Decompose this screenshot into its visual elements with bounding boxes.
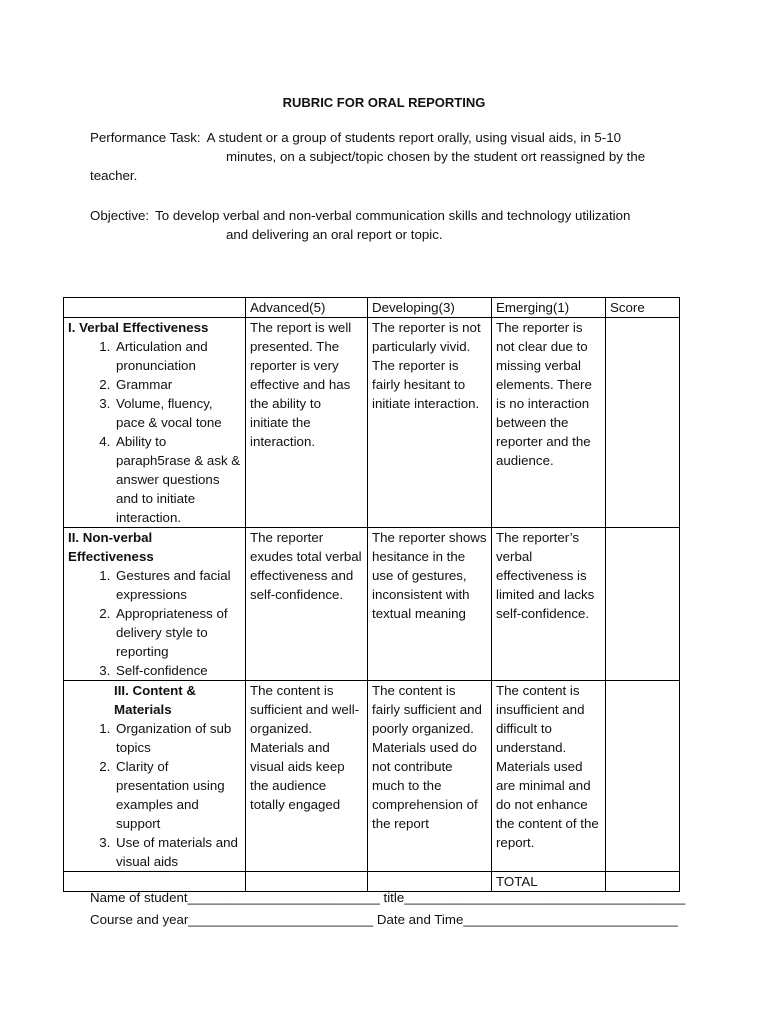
criterion-item: 3. Volume, fluency, pace & vocal tone — [114, 394, 241, 432]
advanced-cell: The report is well presented. The reporter is very effective and has the ability to initiate the interaction. — [246, 318, 368, 528]
emerging-cell: The reporter’s verbal effectiveness is limited and lacks self-confidence. — [492, 528, 606, 681]
criterion-item: 1. Articulation and pronunciation — [114, 337, 241, 375]
criterion-cell — [64, 318, 246, 528]
criterion-item: 3. Use of materials and visual aids — [114, 833, 241, 871]
objective-line2: and delivering an oral report or topic. — [226, 227, 443, 242]
header-emerging: Emerging(1) — [492, 298, 606, 318]
criterion-item: 4. Ability to paraph5rase & ask & answer questions and to initiate interaction. — [114, 432, 241, 527]
header-row — [64, 298, 680, 318]
objective-label: Objective: — [90, 208, 150, 223]
header-advanced: Advanced(5) — [246, 298, 368, 318]
criterion-item: 1. Gestures and facial expressions — [114, 566, 241, 604]
criterion-items — [68, 337, 241, 527]
criterion-item: 2. Appropriateness of delivery style to reporting — [114, 604, 241, 661]
criterion-item: 2. Clarity of presentation using examples and support — [114, 757, 241, 833]
emerging-cell: The content is insufficient and difficult to understand. Materials used are minimal and do not enhance the content of the report. — [492, 681, 606, 872]
header-criteria — [64, 298, 246, 318]
emerging-cell: The reporter is not clear due to missing verbal elements. There is no interaction between the reporter and the audience. — [492, 318, 606, 528]
performance-task-label: Performance Task: — [90, 130, 201, 145]
criterion-item: 3. Self-confidence — [114, 661, 241, 680]
developing-cell: The content is fairly sufficient and poorly organized. Materials used do not contribute much to the comprehension of the report — [368, 681, 492, 872]
objective-line1: To develop verbal and non-verbal communication skills and technology utilization — [155, 208, 631, 223]
performance-task-line3: teacher. — [90, 168, 138, 183]
header-developing: Developing(3) — [368, 298, 492, 318]
course-date-line: Course and year_________________________ Date and Time_____________________________ — [90, 912, 678, 927]
performance-task-line1: A student or a group of students report orally, using visual aids, in 5-10 — [206, 130, 622, 145]
table-row — [64, 528, 680, 681]
rubric-table — [63, 297, 680, 892]
criterion-items — [68, 566, 241, 680]
performance-task-line2: minutes, on a subject/topic chosen by the student ort reassigned by the — [226, 149, 646, 164]
performance-task — [90, 128, 690, 185]
header-score: Score — [606, 298, 680, 318]
score-cell[interactable] — [606, 681, 680, 872]
table-row — [64, 681, 680, 872]
advanced-cell: The reporter exudes total verbal effectiveness and self-confidence. — [246, 528, 368, 681]
criterion-cell — [64, 681, 246, 872]
criterion-item: 1. Organization of sub topics — [114, 719, 241, 757]
developing-cell: The reporter is not particularly vivid. The reporter is fairly hesitant to initiate interaction. — [368, 318, 492, 528]
criterion-title: II. Non-verbal Effectiveness — [68, 530, 154, 564]
developing-cell: The reporter shows hesitance in the use of gestures, inconsistent with textual meaning — [368, 528, 492, 681]
score-cell[interactable] — [606, 528, 680, 681]
criterion-cell — [64, 528, 246, 681]
objective — [90, 206, 690, 244]
total-label: TOTAL — [492, 872, 606, 892]
page-title: RUBRIC FOR ORAL REPORTING — [282, 95, 486, 110]
criterion-title: III. Content & Materials — [114, 683, 196, 717]
criterion-item: 2. Grammar — [114, 375, 241, 394]
student-name-line: Name of student__________________________ title______________________________________ — [90, 890, 686, 905]
criterion-items — [68, 719, 241, 871]
score-cell[interactable] — [606, 318, 680, 528]
advanced-cell: The content is sufficient and well-organized. Materials and visual aids keep the audience totally engaged — [246, 681, 368, 872]
criterion-title: I. Verbal Effectiveness — [68, 320, 209, 335]
table-row — [64, 318, 680, 528]
